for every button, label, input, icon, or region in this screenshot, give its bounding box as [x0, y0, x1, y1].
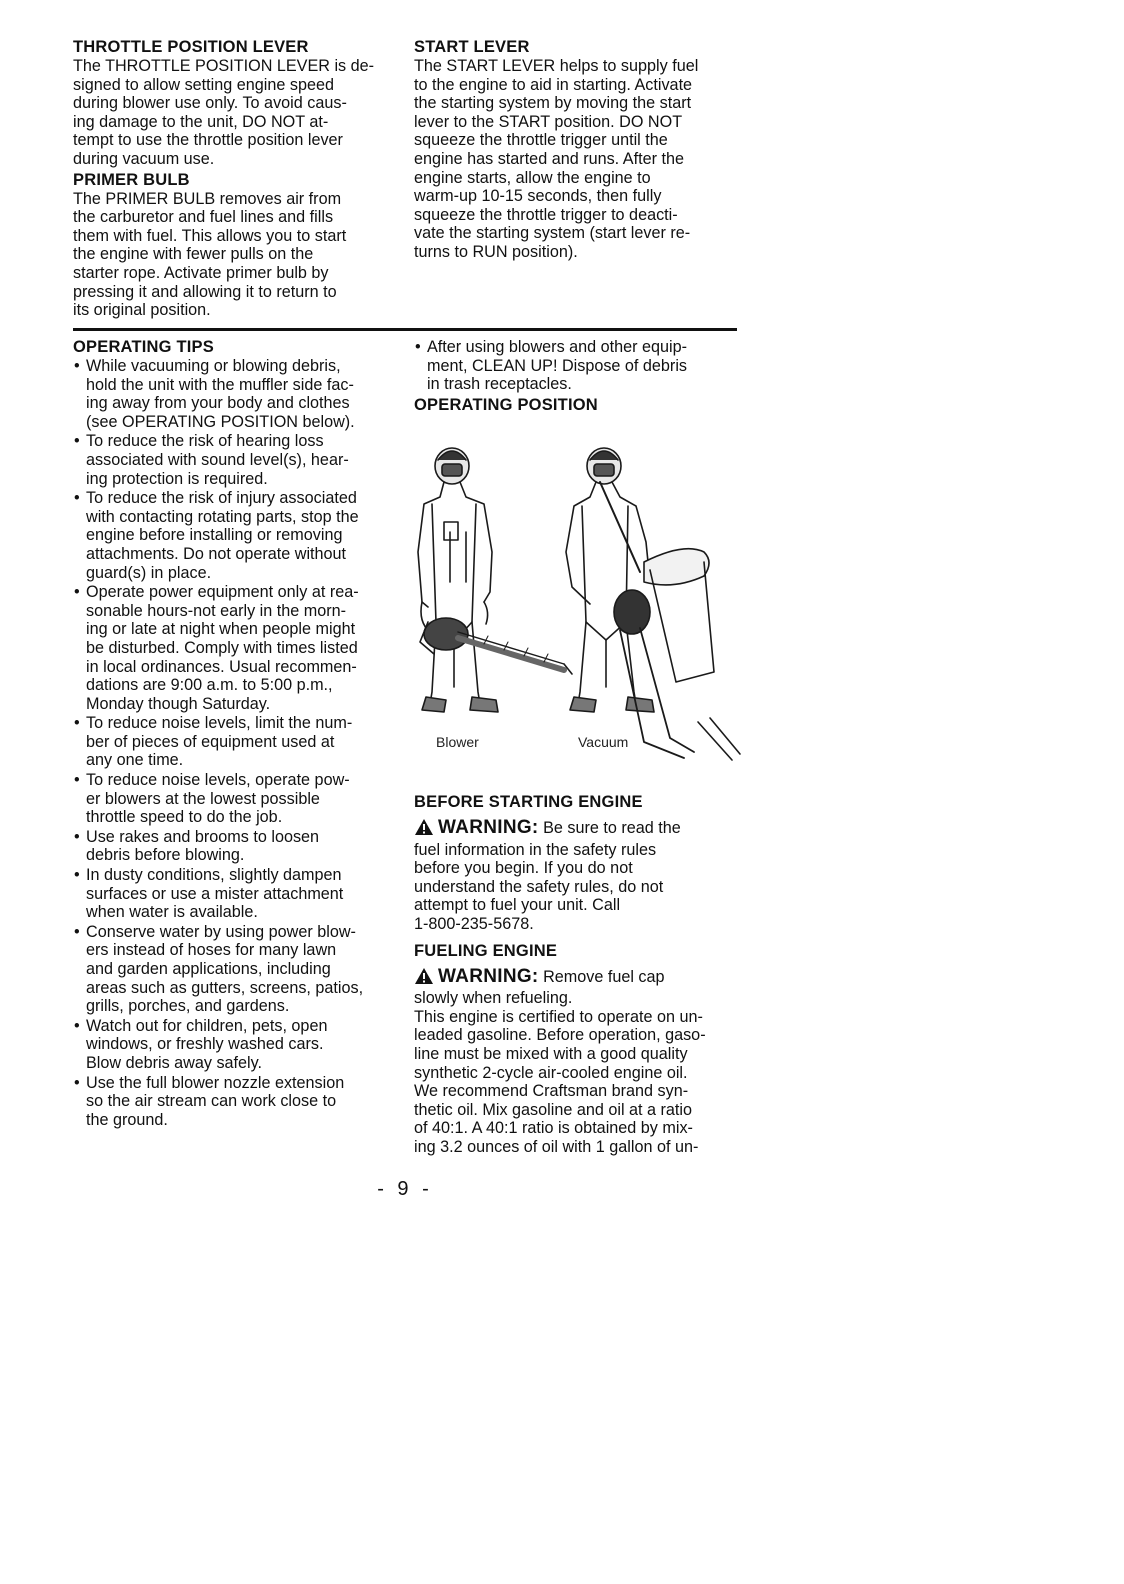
fueling-warning-line: [414, 967, 749, 990]
fueling-heading: FUELING ENGINE: [414, 941, 558, 960]
engine-prep-column: [414, 793, 749, 1157]
bullet-icon: •: [74, 922, 80, 941]
throttle-line: during vacuum use.: [73, 149, 215, 168]
vacuum-operator-figure: [566, 448, 654, 712]
start-body: [414, 57, 744, 262]
start-line: the starting system by moving the start: [414, 94, 692, 113]
tip-line: engine before installing or removing: [86, 526, 343, 545]
blower-unit: [420, 618, 572, 674]
bullet-icon: •: [74, 1073, 80, 1092]
tip-line: hold the unit with the muffler side fac-: [86, 375, 354, 394]
start-line: vate the starting system (start lever re-: [414, 224, 691, 243]
list-item: [73, 828, 398, 865]
fueling-line: ing 3.2 ounces of oil with 1 gallon of un-: [414, 1137, 699, 1156]
tip-line: guard(s) in place.: [86, 563, 212, 582]
tip-line: To reduce noise levels, operate pow-: [86, 771, 350, 790]
tip-line: the ground.: [86, 1110, 168, 1129]
bottom-right-column: [414, 338, 749, 415]
bullet-icon: •: [74, 432, 80, 451]
warning-text: Remove fuel cap: [543, 967, 665, 986]
tip-line: dations are 9:00 a.m. to 5:00 p.m.,: [86, 676, 333, 695]
throttle-line: during blower use only. To avoid caus-: [73, 94, 347, 113]
tip-line: ing away from your body and clothes: [86, 394, 350, 413]
start-line: engine has started and runs. After the: [414, 149, 684, 168]
before-line: 1-800-235-5678.: [414, 914, 534, 933]
start-line: engine starts, allow the engine to: [414, 168, 651, 187]
after-line: in trash receptacles.: [427, 375, 572, 394]
throttle-line: tempt to use the throttle position lever: [73, 131, 343, 150]
warning-text: Be sure to read the: [543, 819, 681, 837]
tip-line: so the air stream can work close to: [86, 1092, 337, 1111]
primer-line: pressing it and allowing it to return to: [73, 282, 337, 301]
list-item: [73, 771, 398, 827]
tip-line: sonable hours-not early in the morn-: [86, 601, 347, 620]
warning-label: WARNING:: [438, 817, 539, 838]
tip-line: To reduce the risk of hearing loss: [86, 432, 324, 451]
operating-position-figure: [414, 442, 744, 762]
warning-label: WARNING:: [438, 965, 539, 987]
operating-position-heading: OPERATING POSITION: [414, 395, 598, 414]
list-item: [73, 923, 398, 1016]
bullet-icon: •: [415, 338, 421, 356]
tip-line: windows, or freshly washed cars.: [86, 1035, 324, 1054]
bullet-icon: •: [74, 357, 80, 375]
top-right-column: [414, 38, 744, 262]
before-line: understand the safety rules, do not: [414, 877, 664, 896]
primer-body: [73, 190, 393, 320]
primer-line: starter rope. Activate primer bulb by: [73, 263, 329, 282]
after-list: [414, 338, 749, 394]
primer-section: [73, 171, 393, 320]
tip-line: While vacuuming or blowing debris,: [86, 357, 341, 375]
vacuum-caption: Vacuum: [578, 734, 629, 750]
fueling-line: This engine is certified to operate on un-: [414, 1007, 703, 1026]
tip-line: areas such as gutters, screens, patios,: [86, 978, 364, 997]
start-line: to the engine to aid in starting. Activate: [414, 75, 693, 94]
throttle-line: signed to allow setting engine speed: [73, 75, 334, 94]
throttle-section: [73, 38, 393, 169]
tip-line: Operate power equipment only at rea-: [86, 583, 359, 602]
tip-line: ber of pieces of equipment used at: [86, 732, 335, 751]
tip-line: To reduce noise levels, limit the num-: [86, 714, 353, 733]
tip-line: with contacting rotating parts, stop the: [86, 507, 359, 526]
fueling-line: of 40:1. A 40:1 ratio is obtained by mix-: [414, 1119, 693, 1138]
tip-line: throttle speed to do the job.: [86, 808, 283, 827]
start-line: turns to RUN position).: [414, 242, 578, 261]
fueling-line: thetic oil. Mix gasoline and oil at a ratio: [414, 1100, 693, 1119]
tip-line: in local ordinances. Usual recommen-: [86, 657, 357, 676]
warning-triangle-icon: [414, 818, 434, 841]
tip-line: attachments. Do not operate without: [86, 544, 347, 563]
bullet-icon: •: [74, 583, 80, 602]
bullet-icon: •: [74, 827, 80, 846]
start-line: squeeze the throttle trigger to deacti-: [414, 205, 678, 224]
blower-operator-figure: [418, 448, 498, 712]
fueling-line: line must be mixed with a good quality: [414, 1044, 688, 1063]
tip-line: and garden applications, including: [86, 960, 331, 978]
throttle-body: [73, 57, 393, 169]
tip-line: surfaces or use a mister attachment: [86, 884, 344, 903]
throttle-line: ing damage to the unit, DO NOT at-: [73, 112, 329, 131]
bullet-icon: •: [74, 1016, 80, 1035]
tip-line: Use rakes and brooms to loosen: [86, 827, 320, 846]
list-item: [73, 432, 398, 488]
list-item: [73, 1074, 398, 1130]
operating-tips-column: [73, 338, 398, 1130]
primer-line: its original position.: [73, 301, 211, 320]
fueling-line: slowly when refueling.: [414, 989, 573, 1008]
list-item: [73, 357, 398, 431]
tip-line: any one time.: [86, 751, 184, 770]
blower-caption: Blower: [436, 734, 479, 750]
tips-list: [73, 357, 398, 1129]
top-left-column: [73, 38, 393, 322]
primer-heading: PRIMER BULB: [73, 170, 190, 189]
before-warning-line: [414, 818, 749, 841]
throttle-heading: THROTTLE POSITION LEVER: [73, 38, 309, 56]
start-line: The START LEVER helps to supply fuel: [414, 57, 699, 75]
tip-line: (see OPERATING POSITION below).: [86, 412, 355, 431]
primer-line: them with fuel. This allows you to start: [73, 226, 347, 245]
tip-line: Use the full blower nozzle extension: [86, 1073, 345, 1092]
tip-line: In dusty conditions, slightly dampen: [86, 866, 342, 885]
list-item: [73, 714, 398, 770]
throttle-line: The THROTTLE POSITION LEVER is de-: [73, 57, 375, 75]
tip-line: Monday though Saturday.: [86, 694, 271, 713]
tip-line: To reduce the risk of injury associated: [86, 489, 357, 508]
tip-line: when water is available.: [86, 903, 258, 922]
tip-line: Conserve water by using power blow-: [86, 922, 356, 941]
bullet-icon: •: [74, 866, 80, 885]
vacuum-unit: [614, 549, 740, 760]
tip-line: Blow debris away safely.: [86, 1053, 263, 1072]
tip-line: ing protection is required.: [86, 469, 268, 488]
before-line: fuel information in the safety rules: [414, 840, 657, 859]
before-line: before you begin. If you do not: [414, 859, 633, 878]
warning-triangle-icon: [414, 967, 434, 990]
tip-line: debris before blowing.: [86, 846, 245, 865]
bullet-icon: •: [74, 714, 80, 733]
tip-line: ing or late at night when people might: [86, 620, 356, 639]
tips-heading: OPERATING TIPS: [73, 338, 214, 356]
start-line: warm-up 10-15 seconds, then fully: [414, 187, 662, 206]
fueling-line: synthetic 2-cycle air-cooled engine oil.: [414, 1063, 688, 1082]
start-line: squeeze the throttle trigger until the: [414, 131, 668, 150]
primer-line: the engine with fewer pulls on the: [73, 245, 314, 264]
fueling-line: leaded gasoline. Before operation, gaso-: [414, 1026, 706, 1045]
tip-line: ers instead of hoses for many lawn: [86, 941, 337, 960]
list-item: [73, 866, 398, 922]
tip-line: grills, porches, and gardens.: [86, 997, 290, 1016]
tip-line: associated with sound level(s), hear-: [86, 450, 349, 469]
before-starting-heading: BEFORE STARTING ENGINE: [414, 793, 643, 811]
bullet-icon: •: [74, 489, 80, 508]
before-line: attempt to fuel your unit. Call: [414, 896, 621, 915]
primer-line: the carburetor and fuel lines and fills: [73, 208, 334, 227]
after-line: ment, CLEAN UP! Dispose of debris: [427, 356, 688, 375]
list-item: [414, 338, 749, 394]
bullet-icon: •: [74, 771, 80, 790]
fueling-line: We recommend Craftsman brand syn-: [414, 1082, 689, 1101]
start-heading: START LEVER: [414, 38, 530, 56]
page-number: - 9 -: [377, 1178, 433, 1200]
tip-line: be disturbed. Comply with times listed: [86, 638, 358, 657]
section-divider: [73, 328, 737, 331]
list-item: [73, 1017, 398, 1073]
tip-line: er blowers at the lowest possible: [86, 789, 320, 808]
after-line: After using blowers and other equip-: [427, 338, 688, 356]
primer-line: The PRIMER BULB removes air from: [73, 189, 342, 208]
list-item: [73, 583, 398, 713]
list-item: [73, 489, 398, 582]
start-line: lever to the START position. DO NOT: [414, 112, 683, 131]
tip-line: Watch out for children, pets, open: [86, 1016, 328, 1035]
operators-illustration: [414, 442, 744, 762]
